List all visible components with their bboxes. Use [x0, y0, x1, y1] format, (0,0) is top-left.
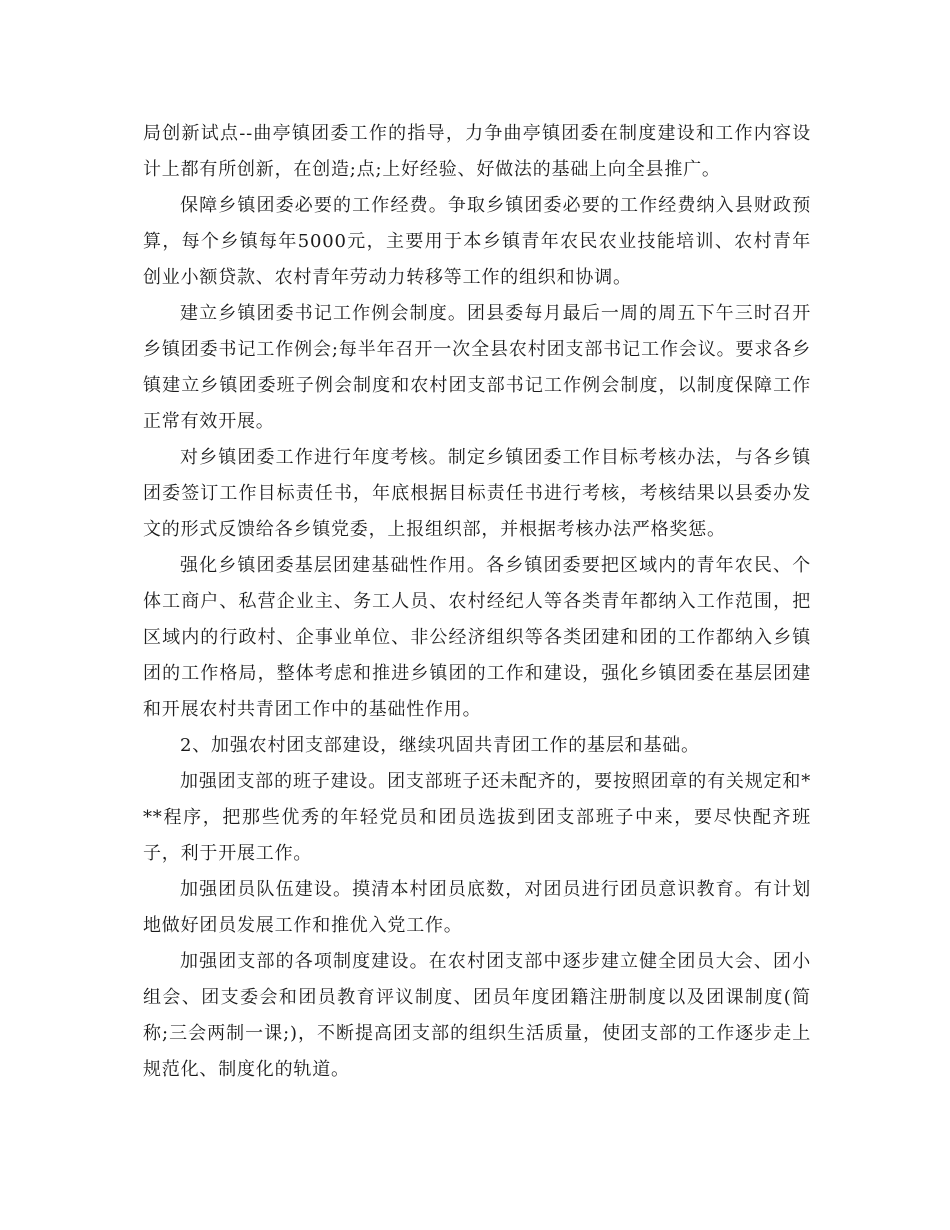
paragraph-leadership-team: 加强团支部的班子建设。团支部班子还未配齐的，要按照团章的有关规定和***程序，把那些优秀的年轻党员和团员选拔到团支部班子中来，要尽快配齐班子，利于开展工作。	[143, 771, 811, 864]
document-body	[143, 116, 811, 1088]
section-heading-branch-building: 2、加强农村团支部建设，继续巩固共青团工作的基层和基础。	[180, 735, 700, 756]
paragraph-funding: 保障乡镇团委必要的工作经费。争取乡镇团委必要的工作经费纳入县财政预算，每个乡镇每年5000元，主要用于本乡镇青年农民农业技能培训、农村青年创业小额贷款、农村青年劳动力转移等工作的组织和协调。	[143, 195, 811, 288]
paragraph-continuation: 局创新试点--曲亭镇团委工作的指导，力争曲亭镇团委在制度建设和工作内容设计上都有所创新，在创造;点;上好经验、好做法的基础上向全县推广。	[143, 123, 811, 180]
paragraph-branch-systems: 加强团支部的各项制度建设。在农村团支部中逐步建立健全团员大会、团小组会、团支委会和团员教育评议制度、团员年度团籍注册制度以及团课制度(简称;三会两制一课;)，不断提高团支部的组织生活质量，使团支部的工作逐步走上规范化、制度化的轨道。	[143, 951, 811, 1080]
paragraph-grassroots-role: 强化乡镇团委基层团建基础性作用。各乡镇团委要把区域内的青年农民、个体工商户、私营企业主、务工人员、农村经纪人等各类青年都纳入工作范围，把区域内的行政村、企事业单位、非公经济组织等各类团建和团的工作都纳入乡镇团的工作格局，整体考虑和推进乡镇团的工作和建设，强化乡镇团委在基层团建和开展农村共青团工作中的基础性作用。	[143, 555, 811, 720]
paragraph-meeting-system: 建立乡镇团委书记工作例会制度。团县委每月最后一周的周五下午三时召开乡镇团委书记工作例会;每半年召开一次全县农村团支部书记工作会议。要求各乡镇建立乡镇团委班子例会制度和农村团支部书记工作例会制度，以制度保障工作正常有效开展。	[143, 303, 811, 432]
paragraph-annual-assessment: 对乡镇团委工作进行年度考核。制定乡镇团委工作目标考核办法，与各乡镇团委签订工作目标责任书，年底根据目标责任书进行考核，考核结果以县委办发文的形式反馈给各乡镇党委，上报组织部，并根据考核办法严格奖惩。	[143, 447, 811, 540]
paragraph-member-team: 加强团员队伍建设。摸清本村团员底数，对团员进行团员意识教育。有计划地做好团员发展工作和推优入党工作。	[143, 879, 811, 936]
